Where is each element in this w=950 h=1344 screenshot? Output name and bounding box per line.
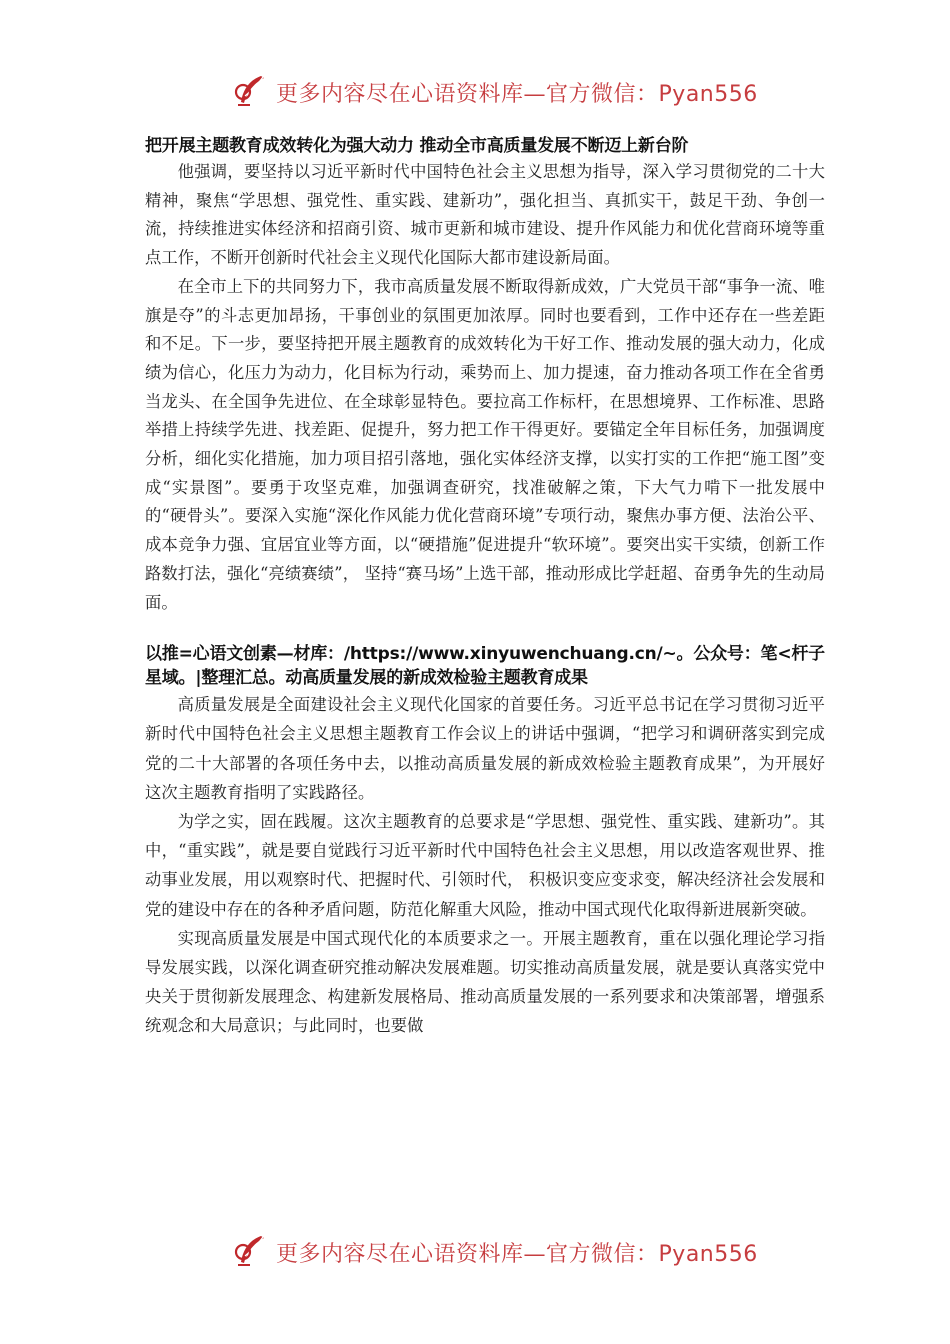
- document-body: [145, 134, 825, 1041]
- header-banner-text: [276, 77, 758, 108]
- quill-logo-icon: [232, 1232, 272, 1272]
- paragraph: 为学之实，固在践履。这次主题教育的总要求是“学思想、强党性、重实践、建新功”。其中，“重实践”，就是要自觉践行习近平新时代中国特色社会主义思想，用以改造客观世界、推动事业发展，用以观察时代、把握时代、引领时代， 积极识变应变求变，解决经济社会发展和党的建设中存在的各种矛盾问题，防范化解重大风险，推动中国式现代化取得新进展新突破。: [145, 812, 825, 919]
- banner-main: 更多内容尽在心语资料库: [276, 1241, 524, 1267]
- banner-official: 官方微信：: [546, 81, 659, 107]
- section-1: [145, 134, 825, 617]
- footer-banner-text: [276, 1237, 758, 1268]
- banner-official: 官方微信：: [546, 1241, 659, 1267]
- banner-wechat: Pyan556: [658, 81, 758, 107]
- banner-main: 更多内容尽在心语资料库: [276, 81, 524, 107]
- header-banner: [232, 72, 758, 112]
- section-2: [145, 642, 825, 1040]
- banner-dash: —: [523, 81, 547, 107]
- section-1-title: 把开展主题教育成效转化为强大动力 推动全市高质量发展不断迈上新台阶: [145, 136, 689, 156]
- paragraph: 实现高质量发展是中国式现代化的本质要求之一。开展主题教育，重在以强化理论学习指导发展实践，以深化调查研究推动解决发展难题。切实推动高质量发展，就是要认真落实党中央关于贯彻新发展理念、构建新发展格局、推动高质量发展的一系列要求和决策部署，增强系统观念和大局意识；与此同时，也要做: [145, 928, 825, 1036]
- footer-banner: [232, 1232, 758, 1272]
- quill-logo-icon: [232, 72, 272, 112]
- paragraph: 他强调，要坚持以习近平新时代中国特色社会主义思想为指导，深入学习贯彻党的二十大精神，聚焦“学思想、强党性、重实践、建新功”，强化担当、真抓实干，鼓足干劲、争创一流，持续推进实体经济和招商引资、城市更新和城市建设、提升作风能力和优化营商环境等重点工作，不断开创新时代社会主义现代化国际大都市建设新局面。: [145, 162, 825, 268]
- paragraph: 在全市上下的共同努力下，我市高质量发展不断取得新成效，广大党员干部“事争一流、唯旗是夺”的斗志更加昂扬，干事创业的氛围更加浓厚。同时也要看到，工作中还存在一些差距和不足。下一步，要坚持把开展主题教育的成效转化为干好工作、推动发展的强大动力，化成绩为信心，化压力为动力，化目标为行动，乘势而上、加力提速，奋力推动各项工作在全省勇当龙头、在全国争先进位、在全球彰显特色。要拉高工作标杆，在思想境界、工作标准、思路举措上持续学先进、找差距、促提升，努力把工作干得更好。要锚定全年目标任务，加强调度分析，细化实化措施，加力项目招引落地，强化实体经济支撑，以实打实的工作把“施工图”变成“实景图”。要勇于攻坚克难，加强调查研究，找准破解之策，下大气力啃下一批发展中的“硬骨头”。要深入实施“深化作风能力优化营商环境”专项行动，聚焦办事方便、法治公平、成本竞争力强、宜居宜业等方面，以“硬措施”促进提升“软环境”。要突出实干实绩，创新工作路数打法，强化“亮绩赛绩”， 坚持“赛马场”上选干部，推动形成比学赶超、奋勇争先的生动局面。: [145, 276, 825, 612]
- section-2-title: 以推=心语文创素—材库：/https://www.xinyuwenchuang.cn/~。公众号：笔<杆子星域。|整理汇总。动高质量发展的新成效检验主题教育成果: [145, 644, 825, 689]
- banner-wechat: Pyan556: [658, 1241, 758, 1267]
- paragraph: 高质量发展是全面建设社会主义现代化国家的首要任务。习近平总书记在学习贯彻习近平新时代中国特色社会主义思想主题教育工作会议上的讲话中强调，“把学习和调研落实到完成党的二十大部署的各项任务中去，以推动高质量发展的新成效检验主题教育成果”，为开展好这次主题教育指明了实践路径。: [145, 695, 825, 802]
- banner-dash: —: [523, 1241, 547, 1267]
